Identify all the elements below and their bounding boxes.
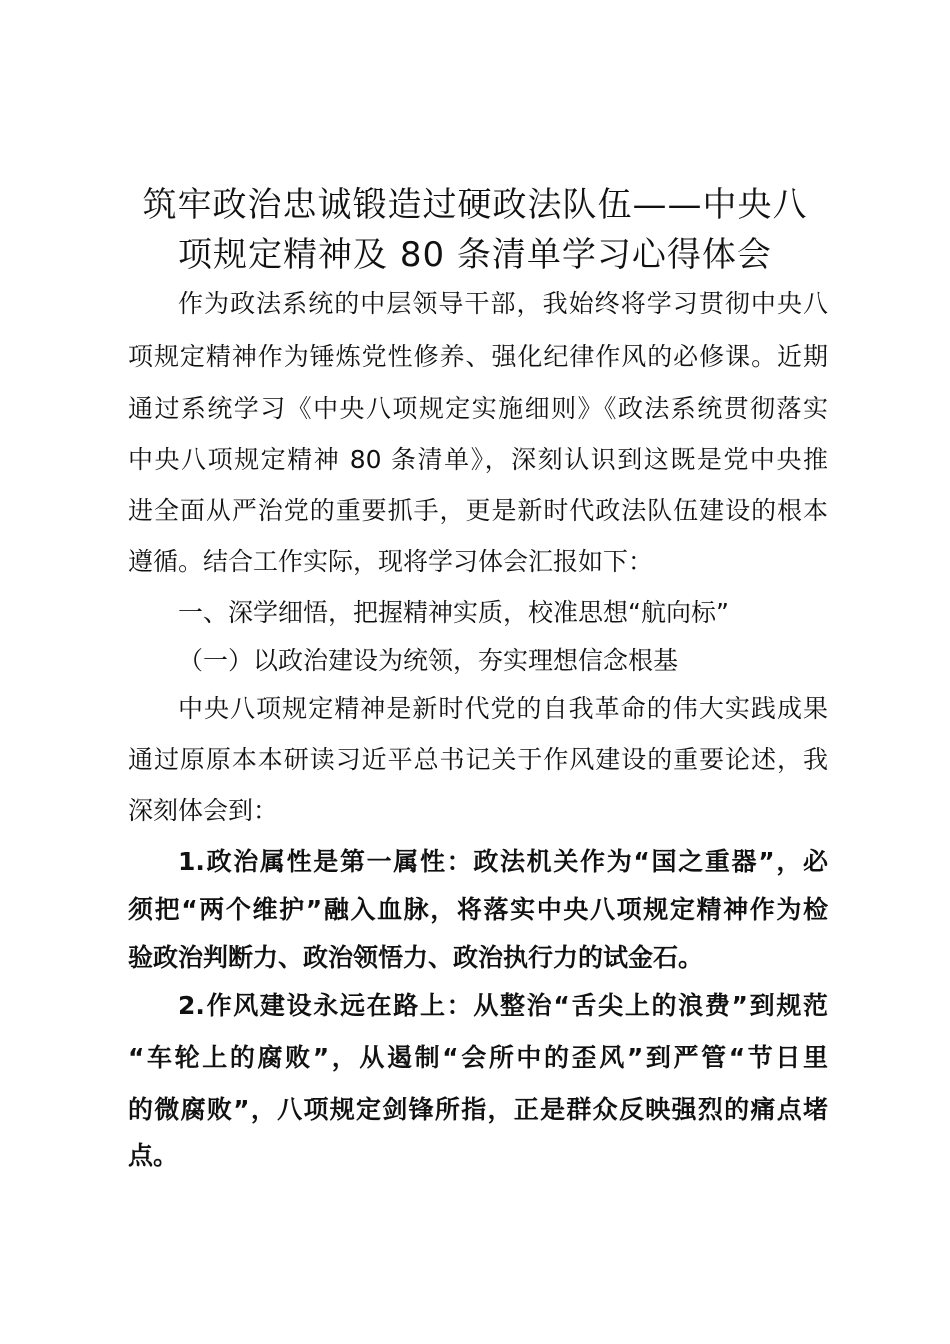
intro-line-5: 进全面从严治党的重要抓手，更是新时代政法队伍建设的根本: [128, 496, 828, 525]
point1-line-1: 1.政治属性是第一属性：政法机关作为“国之重器”，必: [178, 847, 828, 876]
section-heading-1: 一、深学细悟，把握精神实质，校准思想“航向标”: [178, 598, 729, 627]
point1-line-2: 须把“两个维护”融入血脉，将落实中央八项规定精神作为检: [128, 895, 828, 924]
point1-line-3: 验政治判断力、政治领悟力、政治执行力的试金石。: [128, 943, 704, 972]
document-title-line-1: 筑牢政治忠诚锻造过硬政法队伍——中央八: [142, 185, 808, 225]
intro-line-6: 遵循。结合工作实际，现将学习体会汇报如下：: [128, 547, 654, 576]
point2-line-1: 2.作风建设永远在路上：从整治“舌尖上的浪费”到规范: [178, 991, 828, 1020]
intro-line-1: 作为政法系统的中层领导干部，我始终将学习贯彻中央八: [178, 289, 828, 318]
intro-line-4: 中央八项规定精神 80 条清单》，深刻认识到这既是党中央推: [128, 445, 828, 474]
point2-line-3: 的微腐败”，八项规定剑锋所指，正是群众反映强烈的痛点堵: [128, 1095, 828, 1124]
point2-line-4: 点。: [128, 1141, 179, 1170]
subsection-heading-1: （一）以政治建设为统领，夯实理想信念根基: [178, 646, 679, 675]
para2-line-2: 通过原原本本研读习近平总书记关于作风建设的重要论述，我: [128, 745, 828, 774]
point2-line-2: “车轮上的腐败”，从遏制“会所中的歪风”到严管“节日里: [128, 1043, 828, 1072]
document-title-line-2: 项规定精神及 80 条清单学习心得体会: [178, 235, 772, 275]
intro-line-2: 项规定精神作为锤炼党性修养、强化纪律作风的必修课。近期: [128, 342, 828, 371]
intro-line-3: 通过系统学习《中央八项规定实施细则》《政法系统贯彻落实: [128, 394, 828, 423]
para2-line-3: 深刻体会到：: [128, 796, 279, 825]
para2-line-1: 中央八项规定精神是新时代党的自我革命的伟大实践成果: [178, 694, 828, 723]
